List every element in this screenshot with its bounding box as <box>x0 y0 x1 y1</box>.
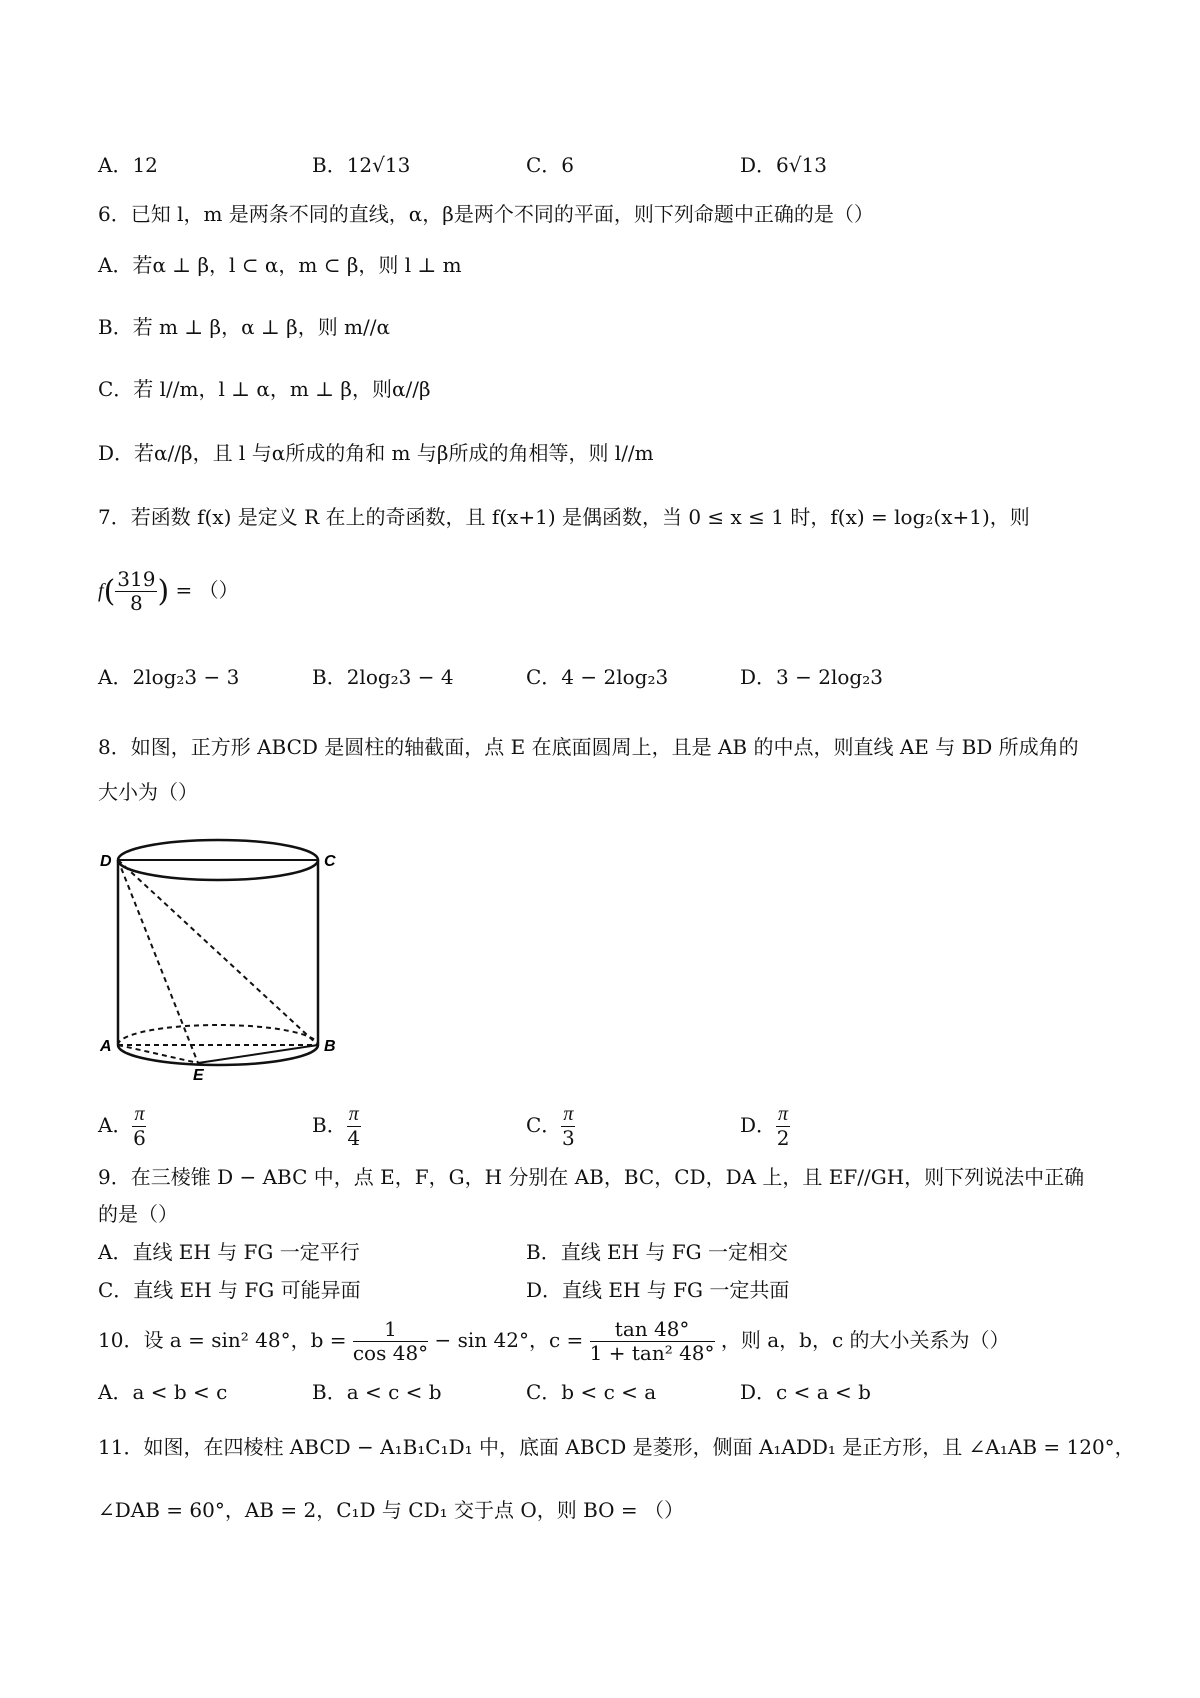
q7-fraction-denominator: 8 <box>130 591 143 615</box>
q8-option-d-label: D． <box>740 1113 777 1137</box>
q10-option-a: A．a < b < c <box>98 1380 228 1404</box>
q8-option-b-label: B． <box>312 1113 347 1137</box>
q8-option-a-fraction <box>132 1103 146 1150</box>
q8-option-a-denominator: 6 <box>133 1126 146 1150</box>
q7-option-d: D．3 − 2log₂3 <box>740 665 883 689</box>
q10-c-fraction <box>590 1318 715 1365</box>
q10-c-numerator: tan 48° <box>590 1318 715 1342</box>
q9-option-c: C．直线 EH 与 FG 可能异面 <box>98 1278 361 1302</box>
q8-option-b-numerator: π <box>348 1103 359 1125</box>
q6-option-b: B．若 m ⊥ β，α ⊥ β，则 m//α <box>98 315 391 339</box>
q8-option-c-numerator: π <box>563 1103 574 1125</box>
q8-option-c-label: C． <box>526 1113 562 1137</box>
q7-option-a: A．2log₂3 − 3 <box>98 665 240 689</box>
q7-fraction <box>115 568 157 615</box>
q10-mid: − sin 42°，c = <box>434 1328 584 1352</box>
line-de <box>118 860 198 1063</box>
q5-option-a: A．12 <box>98 153 158 177</box>
q7-fraction-numerator: 319 <box>117 567 156 591</box>
q10-prefix: 10．设 a = sin² 48°，b = <box>98 1328 347 1352</box>
cylinder-bottom-back <box>118 1025 318 1045</box>
q9-option-b: B．直线 EH 与 FG 一定相交 <box>526 1240 789 1264</box>
q7-option-c: C．4 − 2log₂3 <box>526 665 669 689</box>
q8-option-b <box>312 1103 361 1150</box>
q10-b-numerator: 1 <box>353 1318 428 1342</box>
q10-b-fraction <box>353 1318 428 1365</box>
label-d: D <box>100 853 112 870</box>
q6-option-a: A．若α ⊥ β，l ⊂ α，m ⊂ β，则 l ⊥ m <box>98 253 462 277</box>
q10-option-d: D．c < a < b <box>740 1380 871 1404</box>
q8-option-a-numerator: π <box>134 1103 145 1125</box>
q8-option-d-fraction <box>776 1103 790 1150</box>
cylinder-bottom-front <box>118 1045 318 1065</box>
q8-option-a <box>98 1103 146 1150</box>
q9-option-d: D．直线 EH 与 FG 一定共面 <box>526 1278 790 1302</box>
q8-option-d-numerator: π <box>778 1103 789 1125</box>
q8-option-d <box>740 1103 790 1150</box>
cylinder-diagram <box>98 830 338 1080</box>
q8-option-d-denominator: 2 <box>776 1126 790 1150</box>
q9-stem: 9．在三棱锥 D − ABC 中，点 E，F，G，H 分别在 AB，BC，CD，DA 上，且 EF//GH，则下列说法中正确 <box>98 1165 1085 1189</box>
q8-stem-continued: 大小为（） <box>98 780 198 804</box>
q10-stem <box>98 1318 1010 1365</box>
q9-stem-continued: 的是（） <box>98 1202 178 1226</box>
q8-option-b-denominator: 4 <box>347 1126 361 1150</box>
label-a: A <box>100 1038 112 1055</box>
q6-stem: 6．已知 l，m 是两条不同的直线，α，β是两个不同的平面，则下列命题中正确的是（） <box>98 202 874 226</box>
q10-c-denominator: 1 + tan² 48° <box>589 1341 715 1365</box>
q10-option-b: B．a < c < b <box>312 1380 442 1404</box>
cylinder-figure <box>98 830 338 1085</box>
q8-option-b-fraction <box>347 1103 361 1150</box>
q7-function-name: f <box>98 580 104 602</box>
q5-option-c: C．6 <box>526 153 575 177</box>
q10-suffix: ，则 a，b，c 的大小关系为（） <box>720 1328 1010 1352</box>
q5-option-d: D．6√13 <box>740 153 827 177</box>
q7-stem: 7．若函数 f(x) 是定义 R 在上的奇函数，且 f(x+1) 是偶函数，当 0 ≤ x ≤ 1 时，f(x) = log₂(x+1)，则 <box>98 505 1030 529</box>
q9-option-a: A．直线 EH 与 FG 一定平行 <box>98 1240 360 1264</box>
q7-stem-expression: f( $\frac{319}{8}$ ) = （） <box>98 567 239 615</box>
q10-b-denominator: cos 48° <box>352 1341 429 1365</box>
q11-stem-continued: ∠DAB = 60°，AB = 2，C₁D 与 CD₁ 交于点 O，则 BO = （） <box>98 1498 685 1522</box>
q10-option-c: C．b < c < a <box>526 1380 657 1404</box>
label-b: B <box>324 1038 336 1055</box>
q8-stem: 8．如图，正方形 ABCD 是圆柱的轴截面，点 E 在底面圆周上，且是 AB 的中点，则直线 AE 与 BD 所成角的 <box>98 735 1079 759</box>
q5-option-b: B．12√13 <box>312 153 411 177</box>
line-db <box>118 860 318 1045</box>
q7-option-b: B．2log₂3 − 4 <box>312 665 454 689</box>
label-c: C <box>324 853 336 870</box>
label-e: E <box>193 1067 204 1080</box>
q8-option-c-fraction <box>561 1103 575 1150</box>
q8-option-c <box>526 1103 575 1150</box>
line-eb <box>198 1045 318 1063</box>
q11-stem: 11．如图，在四棱柱 ABCD − A₁B₁C₁D₁ 中，底面 ABCD 是菱形，侧面 A₁ADD₁ 是正方形，且 ∠A₁AB = 120°， <box>98 1435 1135 1459</box>
q6-option-c: C．若 l//m，l ⊥ α，m ⊥ β，则α//β <box>98 377 431 401</box>
q8-option-a-label: A． <box>98 1113 133 1137</box>
q6-option-d: D．若α//β，且 l 与α所成的角和 m 与β所成的角相等，则 l//m <box>98 441 654 465</box>
q8-option-c-denominator: 3 <box>561 1126 575 1150</box>
q7-equals: = （） <box>175 578 239 602</box>
